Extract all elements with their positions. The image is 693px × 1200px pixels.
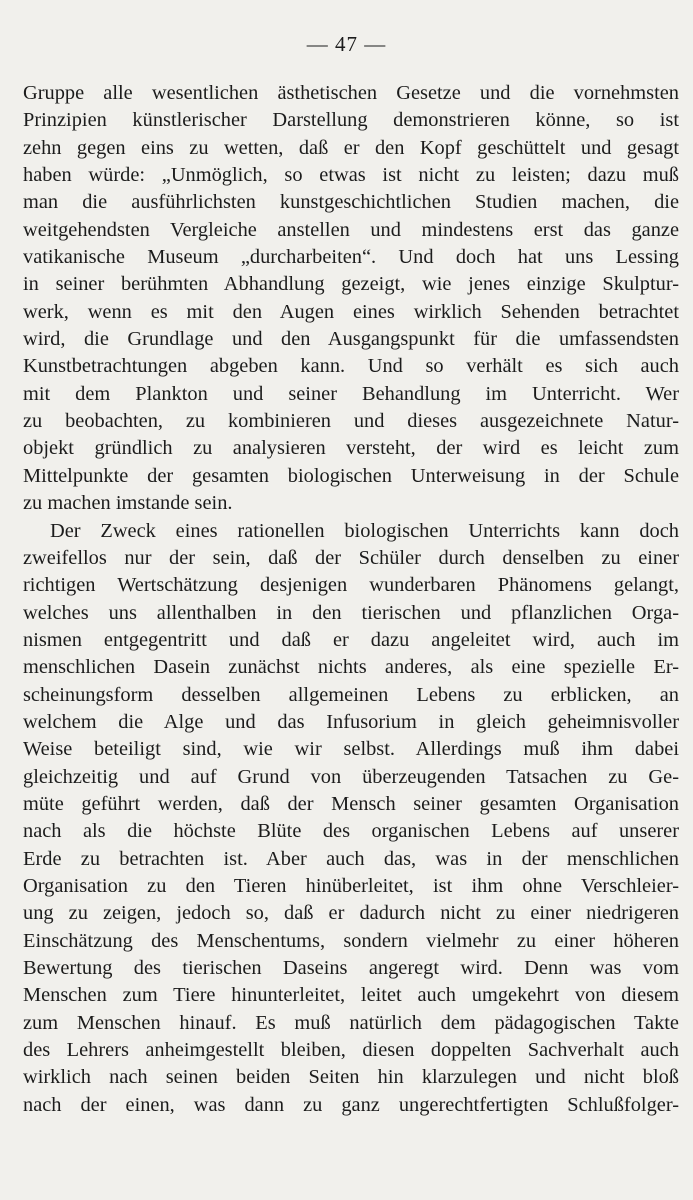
text-line: Mittelpunkte der gesamten biologischen Unterweisung in der Schule xyxy=(23,464,679,487)
text-line: vatikanische Museum „durcharbeiten“. Und doch hat uns Lessing xyxy=(23,246,679,269)
text-line: wird, die Grundlage und den Ausgangspunkt für die umfassendsten xyxy=(23,328,679,351)
text-line: Einschätzung des Menschentums, sondern vielmehr zu einer höheren xyxy=(23,929,679,952)
text-line: Menschen zum Tiere hinunterleitet, leitet auch umgekehrt von diesem xyxy=(23,984,679,1007)
text-line: nach als die höchste Blüte des organischen Lebens auf unserer xyxy=(23,820,679,843)
text-line: weitgehendsten Vergleiche anstellen und mindestens erst das ganze xyxy=(23,218,679,241)
text-line: welches uns allenthalben in den tierischen und pflanzlichen Orga- xyxy=(23,601,679,624)
paragraph-first-line: Der Zweck eines rationellen biologischen Unterrichts kann doch xyxy=(50,519,679,542)
text-line: des Lehrers anheimgestellt bleiben, diesen doppelten Sachverhalt auch xyxy=(23,1039,679,1062)
text-line: ung zu zeigen, jedoch so, daß er dadurch nicht zu einer niedrigeren xyxy=(23,902,679,925)
text-line: Bewertung des tierischen Daseins angeregt wird. Denn was vom xyxy=(23,957,679,979)
text-line: zu beobachten, zu kombinieren und dieses ausgezeichnete Natur- xyxy=(23,410,679,433)
text-line: Erde zu betrachten ist. Aber auch das, was in der menschlichen xyxy=(23,847,679,870)
text-line: Gruppe alle wesentlichen ästhetischen Gesetze und die vornehmsten xyxy=(23,82,679,104)
paragraph-last-line: zu machen imstande sein. xyxy=(23,492,233,515)
text-line: werk, wenn es mit den Augen eines wirklich Sehenden betrachtet xyxy=(23,300,679,323)
text-line: scheinungsform desselben allgemeinen Lebens zu erblicken, an xyxy=(23,683,679,706)
text-line: Prinzipien künstlerischer Darstellung demonstrieren könne, so ist xyxy=(23,109,679,132)
text-line: Kunstbetrachtungen abgeben kann. Und so verhält es sich auch xyxy=(23,355,679,378)
text-line: Organisation zu den Tieren hinüberleitet, ist ihm ohne Verschleier- xyxy=(23,874,679,897)
text-line: Weise beteiligt sind, wie wir selbst. Allerdings muß ihm dabei xyxy=(23,738,679,761)
text-line: zehn gegen eins zu wetten, daß er den Kopf geschüttelt und gesagt xyxy=(23,136,679,159)
text-line: zweifellos nur der sein, daß der Schüler durch denselben zu einer xyxy=(23,546,679,569)
body-text xyxy=(23,80,679,1119)
text-line: nismen entgegentritt und daß er dazu angeleitet wird, auch im xyxy=(23,628,679,651)
page-number: — 47 — xyxy=(306,32,387,56)
text-line: menschlichen Dasein zunächst nichts anderes, als eine spezielle Er- xyxy=(23,656,679,679)
text-line: mit dem Plankton und seiner Behandlung im Unterricht. Wer xyxy=(23,382,679,405)
text-line: gleichzeitig und auf Grund von überzeugenden Tatsachen zu Ge- xyxy=(23,765,679,788)
text-line: haben würde: „Unmöglich, so etwas ist nicht zu leisten; dazu muß xyxy=(23,164,679,187)
text-line: welchem die Alge und das Infusorium in gleich geheimnisvoller xyxy=(23,710,679,733)
text-line: nach der einen, was dann zu ganz ungerechtfertigten Schlußfolger- xyxy=(23,1093,679,1116)
text-line: wirklich nach seinen beiden Seiten hin klarzulegen und nicht bloß xyxy=(23,1066,679,1089)
text-line: zum Menschen hinauf. Es muß natürlich dem pädagogischen Takte xyxy=(23,1011,679,1034)
text-line: man die ausführlichsten kunstgeschichtlichen Studien machen, die xyxy=(23,191,679,214)
text-line: richtigen Wertschätzung desjenigen wunderbaren Phänomens gelangt, xyxy=(23,574,679,597)
text-line: müte geführt werden, daß der Mensch seiner gesamten Organisation xyxy=(23,792,679,815)
text-line: in seiner berühmten Abhandlung gezeigt, wie jenes einzige Skulptur- xyxy=(23,273,679,296)
text-line: objekt gründlich zu analysieren versteht, der wird es leicht zum xyxy=(23,437,679,460)
